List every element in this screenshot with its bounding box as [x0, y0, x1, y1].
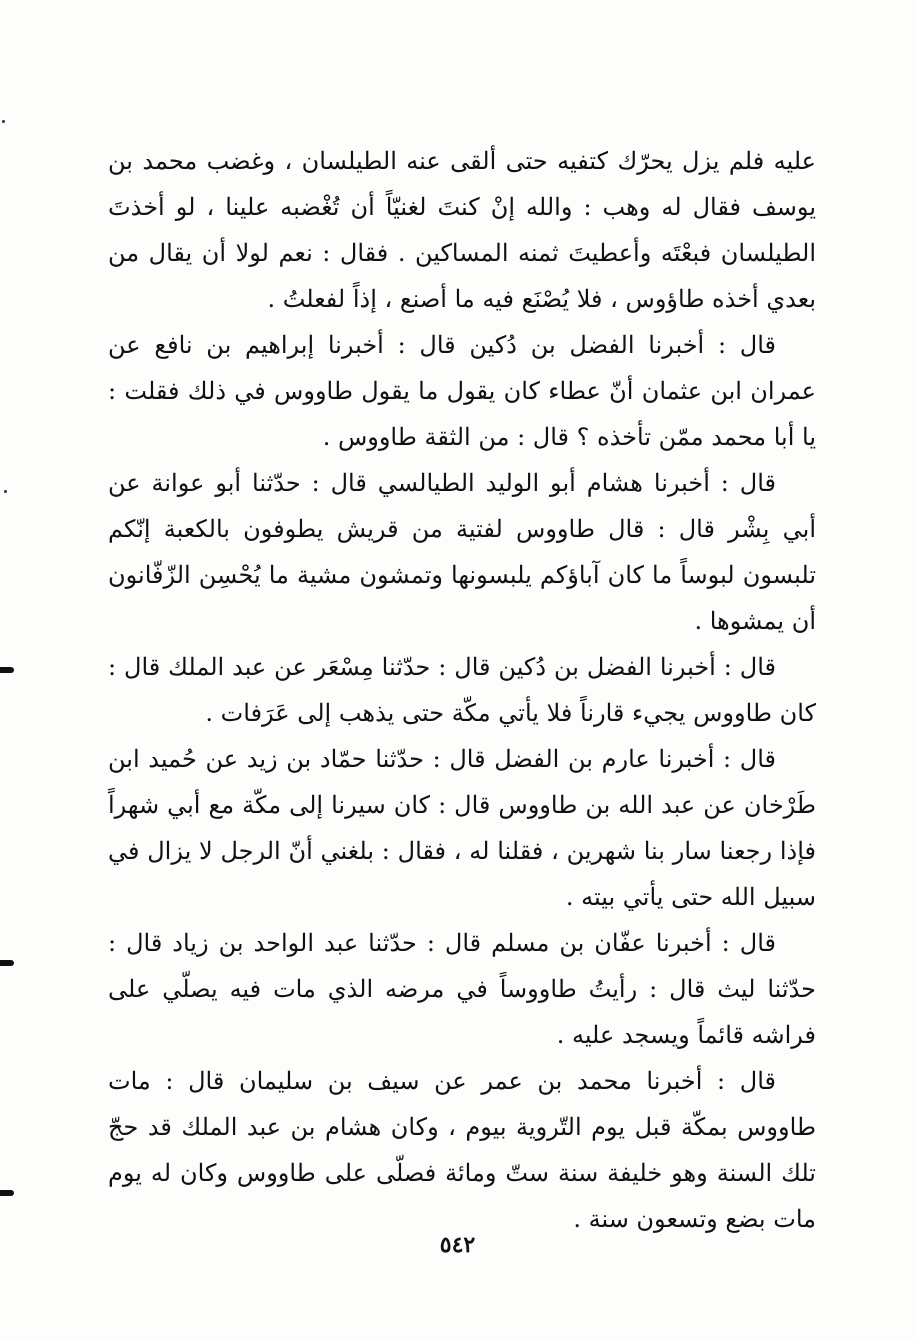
- margin-mark: [0, 960, 14, 966]
- paragraph-7: قال : أخبرنا محمد بن عمر عن سيف بن سليمان قال : مات طاووس بمكّة قبل يوم التّروية بيوم ، وكان هشام بن عبد الملك قد حجّ تلك السنة وهو خليفة سنة ستّ ومائة فصلّى على طاووس وكان له يوم مات بضع وتسعون سنة .: [108, 1067, 816, 1233]
- paragraph-6: قال : أخبرنا عفّان بن مسلم قال : حدّثنا عبد الواحد بن زياد قال : حدّثنا ليث قال : رأيتُ طاووساً في مرضه الذي مات فيه يصلّي على فراشه قائماً ويسجد عليه .: [108, 929, 816, 1049]
- margin-mark: [0, 1190, 14, 1196]
- paragraph-3: قال : أخبرنا هشام أبو الوليد الطيالسي قال : حدّثنا أبو عوانة عن أبي بِشْر قال : قال طاووس لفتية من قريش يطوفون بالكعبة إنّكم تلبسون لبوساً ما كان آباؤكم يلبسونها وتمشون مشية ما يُحْسِن الزّفّانون أن يمشوها .: [108, 469, 816, 635]
- paragraph-2: قال : أخبرنا الفضل بن دُكين قال : أخبرنا إبراهيم بن نافع عن عمران ابن عثمان أنّ عطاء كان يقول ما يقول طاووس في ذلك فقلت : يا أبا محمد ممّن تأخذه ؟ قال : من الثقة طاووس .: [108, 331, 816, 451]
- page-number: ٥٤٢: [439, 1232, 476, 1258]
- body-text: [108, 138, 816, 1242]
- scan-speck: [4, 490, 7, 493]
- paragraph-1: عليه فلم يزل يحرّك كتفيه حتى ألقى عنه الطيلسان ، وغضب محمد بن يوسف فقال له وهب : والله إنْ كنتَ لغنيّاً أن تُغْضبه علينا ، لو أخذتَ الطيلسان فبعْتَه وأعطيتَ ثمنه المساكين . فقال : نعم لولا أن يقال من بعدي أخذه طاؤوس ، فلا يُصْنَع فيه ما أصنع ، إذاً لفعلتُ .: [108, 147, 816, 313]
- paragraph-5: قال : أخبرنا عارم بن الفضل قال : حدّثنا حمّاد بن زيد عن حُميد ابن طَرْخان عن عبد الله بن طاووس قال : كان سيرنا إلى مكّة مع أبي شهراً فإذا رجعنا سار بنا شهرين ، فقلنا له ، فقال : بلغني أنّ الرجل لا يزال في سبيل الله حتى يأتي بيته .: [108, 745, 816, 911]
- paragraph-4: قال : أخبرنا الفضل بن دُكين قال : حدّثنا مِسْعَر عن عبد الملك قال : كان طاووس يجيء قارناً فلا يأتي مكّة حتى يذهب إلى عَرَفات .: [108, 653, 816, 727]
- margin-mark: [0, 667, 14, 673]
- scan-speck: [2, 120, 5, 123]
